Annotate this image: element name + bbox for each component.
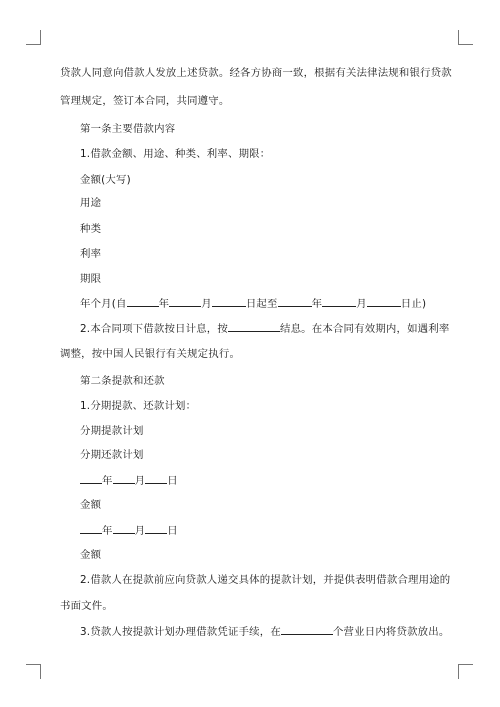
date-line: 年 月 日: [80, 523, 178, 538]
crop-mark-bottom-left: [26, 664, 41, 679]
blank-field[interactable]: [127, 296, 159, 307]
field-amount-label: 金额(大写): [80, 174, 131, 186]
field-term-label: 期限: [80, 273, 102, 285]
clause-2-2: 2.借款人在提款前应向贷款人递交具体的提款计划，并提供表明借款合理用途的: [80, 574, 451, 586]
amount-label: 金额: [80, 549, 102, 561]
article-2-heading: 第二条提款和还款: [80, 375, 165, 387]
field-type-label: 种类: [80, 223, 102, 235]
amount-label: 金额: [80, 499, 102, 511]
field-purpose-label: 用途: [80, 197, 102, 209]
blank-field[interactable]: [169, 296, 201, 307]
field-rate-label: 利率: [80, 248, 102, 260]
blank-field[interactable]: [80, 473, 102, 484]
blank-field[interactable]: [113, 523, 135, 534]
blank-field[interactable]: [322, 296, 356, 307]
crop-mark-top-right: [458, 30, 473, 45]
body-line: 管理规定，签订本合同，共同遵守。: [60, 95, 230, 107]
blank-field[interactable]: [80, 523, 102, 534]
clause-2-3: 3.贷款人按提款计划办理借款凭证手续，在 个营业日内将贷款放出。: [80, 626, 450, 638]
clause-1-2: 2.本合同项下借款按日计息，按 结息。在本合同有效期内，如遇利率: [80, 323, 450, 335]
clause-1-1: 1.借款金额、用途、种类、利率、期限：: [80, 148, 271, 160]
blank-field[interactable]: [228, 321, 280, 332]
date-line: 年 月 日: [80, 473, 178, 488]
blank-field[interactable]: [145, 473, 167, 484]
clause-2-1: 1.分期提款、还款计划：: [80, 400, 197, 412]
body-line: 调整，按中国人民银行有关规定执行。: [60, 348, 241, 360]
blank-field[interactable]: [278, 296, 312, 307]
blank-field[interactable]: [113, 473, 135, 484]
blank-field[interactable]: [367, 296, 401, 307]
blank-field[interactable]: [212, 296, 246, 307]
article-1-heading: 第一条主要借款内容: [80, 123, 176, 135]
drawdown-plan-label: 分期提款计划: [80, 425, 144, 437]
body-line: 贷款人同意向借款人发放上述贷款。经各方协商一致，根据有关法律法规和银行贷款: [60, 67, 452, 79]
crop-mark-bottom-right: [458, 664, 473, 679]
body-line: 书面文件。: [60, 600, 113, 612]
blank-field[interactable]: [281, 624, 333, 635]
blank-field[interactable]: [145, 523, 167, 534]
repayment-plan-label: 分期还款计划: [80, 449, 144, 461]
crop-mark-top-left: [26, 30, 41, 45]
term-period-line: 年个月(自 年 月 日起至 年 月 日止): [80, 298, 427, 310]
